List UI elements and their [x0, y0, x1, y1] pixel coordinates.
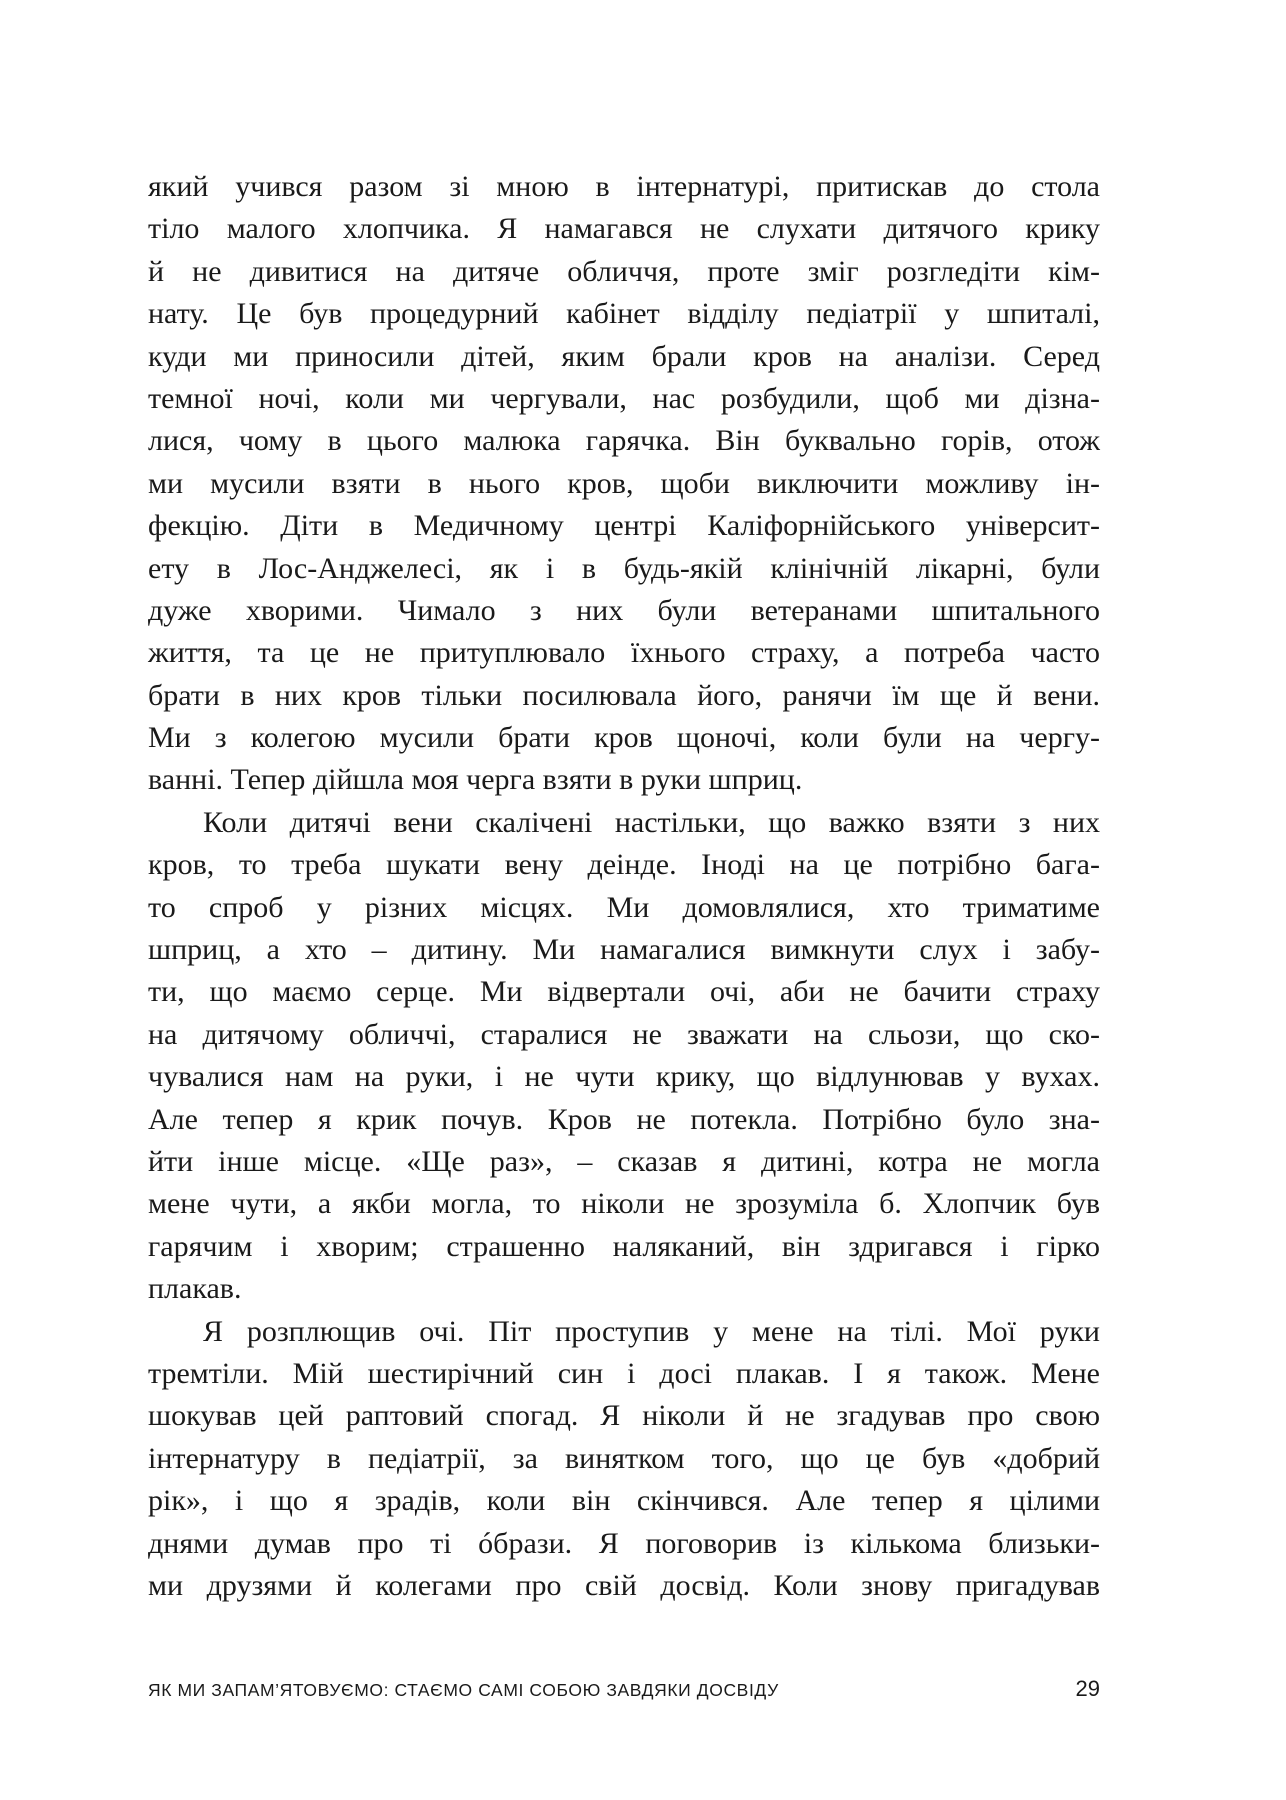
- text-line: ти, що маємо серце. Ми відвертали очі, аби не бачити страху: [148, 975, 1100, 1009]
- text-line: життя, та це не притуплювало їхнього страху, а потреба часто: [148, 636, 1100, 670]
- text-line: Але тепер я крик почув. Кров не потекла. Потрібно було зна-: [148, 1102, 1100, 1136]
- text-line: плакав.: [148, 1272, 242, 1306]
- text-line: тремтіли. Мій шестирічний син і досі плакав. І я також. Мене: [148, 1356, 1100, 1390]
- text-line: куди ми приносили дітей, яким брали кров на аналізи. Серед: [148, 339, 1100, 373]
- text-line: темної ночі, коли ми чергували, нас розбудили, щоб ми дізна-: [148, 381, 1100, 415]
- text-line: дуже хворими. Чимало з них були ветеранами шпитального: [148, 593, 1100, 627]
- paragraph-3: [148, 1311, 1100, 1608]
- text-line: ету в Лос-Анджелесі, як і в будь-якій клінічній лікарні, були: [148, 551, 1100, 585]
- text-line: інтернатуру в педіатрії, за винятком того, що це був «добрий: [148, 1441, 1100, 1475]
- text-line: шокував цей раптовий спогад. Я ніколи й не згадував про свою: [148, 1399, 1100, 1433]
- text-line: ми друзями й колегами про свій досвід. Коли знову пригадував: [148, 1568, 1100, 1602]
- running-head: ЯК МИ ЗАПАМ’ЯТОВУЄМО: СТАЄМО САМІ СОБОЮ ЗАВДЯКИ ДОСВІДУ: [148, 1680, 779, 1700]
- text-line: ванні. Тепер дійшла моя черга взяти в руки шприц.: [148, 763, 803, 797]
- text-line: шприц, а хто – дитину. Ми намагалися вимкнути слух і забу-: [148, 933, 1100, 967]
- text-line: днями думав про ті óбрази. Я поговорив із кількома близьки-: [148, 1526, 1100, 1560]
- page-footer: [148, 1676, 1100, 1710]
- text-line: чувалися нам на руки, і не чути крику, що відлунював у вухах.: [148, 1060, 1100, 1094]
- text-line: ми мусили взяти в нього кров, щоби виключити можливу ін-: [148, 466, 1100, 500]
- text-line: Ми з колегою мусили брати кров щоночі, коли були на чергу-: [148, 721, 1100, 755]
- text-line: Коли дитячі вени скалічені настільки, що важко взяти з них: [203, 805, 1100, 839]
- page-number: 29: [1075, 1676, 1100, 1701]
- text-line: фекцію. Діти в Медичному центрі Каліфорнійського університ-: [148, 509, 1100, 543]
- text-line: то спроб у різних місцях. Ми домовлялися, хто триматиме: [148, 890, 1100, 924]
- text-line: мене чути, а якби могла, то ніколи не зрозуміла б. Хлопчик був: [148, 1187, 1100, 1221]
- text-line: на дитячому обличчі, старалися не зважати на сльози, що ско-: [148, 1017, 1100, 1051]
- text-line: Я розплющив очі. Піт проступив у мене на тілі. Мої руки: [203, 1314, 1100, 1348]
- text-line: який учився разом зі мною в інтернатурі, притискав до стола: [148, 170, 1100, 203]
- body-text: [148, 166, 1100, 1607]
- text-line: лися, чому в цього малюка гарячка. Він буквально горів, отож: [148, 424, 1100, 458]
- text-line: гарячим і хворим; страшенно наляканий, він здригався і гірко: [148, 1229, 1100, 1263]
- paragraph-2: [148, 802, 1100, 1311]
- text-line: йти інше місце. «Ще раз», – сказав я дитині, котра не могла: [148, 1144, 1100, 1178]
- text-line: й не дивитися на дитяче обличчя, проте зміг розгледіти кім-: [148, 254, 1100, 288]
- paragraph-1: [148, 166, 1100, 802]
- text-line: брати в них кров тільки посилювала його, ранячи їм ще й вени.: [148, 678, 1100, 712]
- text-line: кров, то треба шукати вену деінде. Іноді на це потрібно бага-: [148, 848, 1100, 882]
- text-line: тіло малого хлопчика. Я намагався не слухати дитячого крику: [148, 212, 1100, 246]
- text-line: рік», і що я зрадів, коли він скінчився. Але тепер я цілими: [148, 1484, 1100, 1518]
- text-line: нату. Це був процедурний кабінет відділу педіатрії у шпиталі,: [148, 297, 1100, 331]
